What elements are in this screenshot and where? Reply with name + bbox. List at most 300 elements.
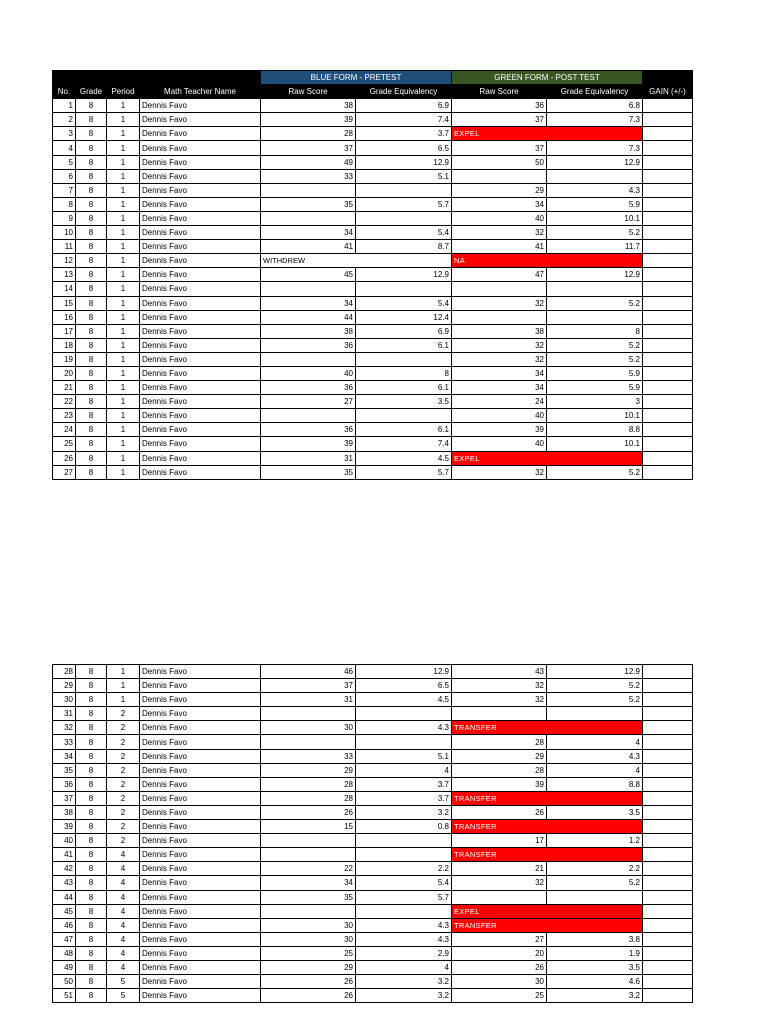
cell-pre-raw: 39: [261, 437, 356, 451]
table-row: [53, 665, 693, 679]
cell-period: 1: [107, 282, 140, 296]
table-row: [53, 749, 693, 763]
cell-post-raw: 32: [452, 693, 547, 707]
cell-grade: 8: [76, 282, 107, 296]
cell-grade: 8: [76, 99, 107, 113]
cell-pre-ge: 4: [356, 763, 452, 777]
status-cell: EXPEL: [452, 127, 643, 141]
cell-post-raw: 34: [452, 381, 547, 395]
cell-pre-ge: 2.2: [356, 862, 452, 876]
cell-grade: 8: [76, 777, 107, 791]
cell-period: 1: [107, 451, 140, 465]
table-row: [53, 409, 693, 423]
cell-no: 22: [53, 395, 76, 409]
cell-post-ge: 5.2: [547, 465, 643, 479]
cell-period: 4: [107, 848, 140, 862]
cell-gain: [643, 918, 693, 932]
cell-no: 42: [53, 862, 76, 876]
cell-pre-raw: 46: [261, 665, 356, 679]
cell-no: 28: [53, 665, 76, 679]
cell-post-raw: 40: [452, 437, 547, 451]
cell-grade: 8: [76, 395, 107, 409]
cell-pre-ge: [356, 282, 452, 296]
cell-no: 36: [53, 777, 76, 791]
cell-teacher: Dennis Favo: [140, 268, 261, 282]
cell-pre-raw: 33: [261, 169, 356, 183]
cell-gain: [643, 409, 693, 423]
cell-teacher: Dennis Favo: [140, 890, 261, 904]
cell-pre-raw: [261, 707, 356, 721]
cell-teacher: Dennis Favo: [140, 975, 261, 989]
cell-grade: 8: [76, 437, 107, 451]
table-row: [53, 113, 693, 127]
table-row: [53, 226, 693, 240]
cell-teacher: Dennis Favo: [140, 749, 261, 763]
cell-pre-ge: [356, 211, 452, 225]
cell-teacher: Dennis Favo: [140, 211, 261, 225]
cell-period: 1: [107, 381, 140, 395]
table-row: [53, 282, 693, 296]
cell-period: 1: [107, 169, 140, 183]
cell-no: 51: [53, 989, 76, 1003]
table-row: [53, 169, 693, 183]
table-row: [53, 296, 693, 310]
cell-teacher: Dennis Favo: [140, 282, 261, 296]
cell-teacher: Dennis Favo: [140, 834, 261, 848]
cell-grade: 8: [76, 423, 107, 437]
cell-pre-raw: 26: [261, 805, 356, 819]
cell-gain: [643, 282, 693, 296]
cell-teacher: Dennis Favo: [140, 451, 261, 465]
table-row: [53, 876, 693, 890]
cell-pre-raw: 29: [261, 763, 356, 777]
cell-pre-ge: 4: [356, 960, 452, 974]
cell-pre-ge: 3.2: [356, 805, 452, 819]
cell-gain: [643, 693, 693, 707]
cell-teacher: Dennis Favo: [140, 763, 261, 777]
cell-period: 1: [107, 155, 140, 169]
col-gain: GAIN (+/-): [643, 85, 693, 99]
cell-pre-ge: [356, 735, 452, 749]
cell-no: 18: [53, 338, 76, 352]
cell-post-ge: 10.1: [547, 211, 643, 225]
cell-teacher: Dennis Favo: [140, 665, 261, 679]
cell-pre-raw: 38: [261, 99, 356, 113]
cell-pre-ge: 8: [356, 366, 452, 380]
cell-post-ge: 5.2: [547, 679, 643, 693]
score-sheet-part-2: [52, 664, 692, 1003]
cell-pre-ge: 7.4: [356, 437, 452, 451]
cell-no: 32: [53, 721, 76, 735]
table-row: [53, 183, 693, 197]
cell-no: 26: [53, 451, 76, 465]
cell-post-ge: 12.9: [547, 155, 643, 169]
cell-teacher: Dennis Favo: [140, 338, 261, 352]
table-row: [53, 975, 693, 989]
table-row: [53, 763, 693, 777]
cell-post-raw: 36: [452, 99, 547, 113]
cell-grade: 8: [76, 169, 107, 183]
cell-post-raw: 37: [452, 141, 547, 155]
cell-no: 6: [53, 169, 76, 183]
cell-pre-raw: 28: [261, 777, 356, 791]
cell-grade: 8: [76, 338, 107, 352]
cell-pre-raw: 26: [261, 989, 356, 1003]
cell-pre-raw: 39: [261, 113, 356, 127]
cell-period: 1: [107, 352, 140, 366]
cell-post-ge: 1.9: [547, 946, 643, 960]
cell-post-raw: 32: [452, 465, 547, 479]
cell-pre-raw: [261, 848, 356, 862]
cell-gain: [643, 310, 693, 324]
cell-grade: 8: [76, 113, 107, 127]
cell-grade: 8: [76, 904, 107, 918]
cell-post-raw: 32: [452, 338, 547, 352]
cell-no: 21: [53, 381, 76, 395]
cell-period: 5: [107, 989, 140, 1003]
cell-pre-raw: 41: [261, 240, 356, 254]
cell-grade: 8: [76, 679, 107, 693]
cell-grade: 8: [76, 240, 107, 254]
table-row: [53, 324, 693, 338]
cell-pre-ge: [356, 834, 452, 848]
cell-post-ge: [547, 890, 643, 904]
cell-no: 23: [53, 409, 76, 423]
cell-teacher: Dennis Favo: [140, 946, 261, 960]
cell-gain: [643, 423, 693, 437]
cell-post-ge: 5.2: [547, 352, 643, 366]
cell-period: 1: [107, 197, 140, 211]
cell-post-raw: 28: [452, 735, 547, 749]
cell-pre-raw: 15: [261, 820, 356, 834]
cell-grade: 8: [76, 791, 107, 805]
cell-grade: 8: [76, 268, 107, 282]
cell-post-ge: 12.9: [547, 268, 643, 282]
cell-gain: [643, 183, 693, 197]
cell-pre-raw: [261, 352, 356, 366]
table-row: [53, 437, 693, 451]
cell-period: 2: [107, 791, 140, 805]
cell-grade: 8: [76, 183, 107, 197]
cell-teacher: Dennis Favo: [140, 465, 261, 479]
cell-post-raw: 32: [452, 876, 547, 890]
cell-no: 8: [53, 197, 76, 211]
cell-pre-raw: 31: [261, 451, 356, 465]
cell-pre-ge: [356, 707, 452, 721]
cell-pre-raw: [261, 183, 356, 197]
cell-period: 1: [107, 310, 140, 324]
cell-no: 7: [53, 183, 76, 197]
cell-grade: 8: [76, 763, 107, 777]
cell-period: 1: [107, 679, 140, 693]
cell-grade: 8: [76, 211, 107, 225]
cell-no: 48: [53, 946, 76, 960]
cell-grade: 8: [76, 707, 107, 721]
score-table-1: [52, 70, 693, 480]
cell-no: 43: [53, 876, 76, 890]
cell-teacher: Dennis Favo: [140, 735, 261, 749]
cell-gain: [643, 437, 693, 451]
cell-gain: [643, 975, 693, 989]
cell-post-ge: 5.2: [547, 693, 643, 707]
table-row: [53, 211, 693, 225]
cell-pre-raw: 29: [261, 960, 356, 974]
cell-period: 1: [107, 338, 140, 352]
cell-post-raw: 40: [452, 211, 547, 225]
cell-pre-ge: 2.9: [356, 946, 452, 960]
form-header-row: [53, 71, 693, 85]
cell-gain: [643, 465, 693, 479]
col-teacher: Math Teacher Name: [140, 85, 261, 99]
cell-grade: 8: [76, 946, 107, 960]
cell-teacher: Dennis Favo: [140, 791, 261, 805]
cell-post-ge: 7.3: [547, 113, 643, 127]
cell-gain: [643, 862, 693, 876]
table-row: [53, 946, 693, 960]
cell-teacher: Dennis Favo: [140, 141, 261, 155]
cell-gain: [643, 395, 693, 409]
cell-pre-raw: [261, 409, 356, 423]
cell-gain: [643, 352, 693, 366]
cell-teacher: Dennis Favo: [140, 989, 261, 1003]
cell-pre-ge: 3.2: [356, 989, 452, 1003]
cell-grade: 8: [76, 366, 107, 380]
cell-post-raw: 28: [452, 763, 547, 777]
cell-no: 45: [53, 904, 76, 918]
col-period: Period: [107, 85, 140, 99]
cell-grade: 8: [76, 932, 107, 946]
cell-teacher: Dennis Favo: [140, 848, 261, 862]
cell-no: 37: [53, 791, 76, 805]
cell-gain: [643, 226, 693, 240]
cell-post-ge: 3.5: [547, 960, 643, 974]
cell-pre-ge: 4.3: [356, 721, 452, 735]
cell-pre-raw: 36: [261, 381, 356, 395]
cell-gain: [643, 381, 693, 395]
cell-gain: [643, 876, 693, 890]
table-row: [53, 268, 693, 282]
cell-no: 19: [53, 352, 76, 366]
cell-grade: 8: [76, 296, 107, 310]
cell-pre-ge: [356, 352, 452, 366]
cell-gain: [643, 451, 693, 465]
cell-post-raw: 34: [452, 197, 547, 211]
cell-period: 1: [107, 183, 140, 197]
table-row: [53, 141, 693, 155]
cell-grade: 8: [76, 693, 107, 707]
cell-post-raw: 47: [452, 268, 547, 282]
table-row: [53, 791, 693, 805]
cell-pre-ge: [356, 183, 452, 197]
cell-no: 4: [53, 141, 76, 155]
table-row: [53, 240, 693, 254]
cell-post-raw: 25: [452, 989, 547, 1003]
cell-grade: 8: [76, 381, 107, 395]
cell-gain: [643, 721, 693, 735]
table-row: [53, 127, 693, 141]
cell-no: 38: [53, 805, 76, 819]
cell-pre-ge: 4.3: [356, 932, 452, 946]
cell-post-ge: 5.2: [547, 296, 643, 310]
cell-gain: [643, 848, 693, 862]
cell-gain: [643, 254, 693, 268]
cell-pre-ge: 6.5: [356, 141, 452, 155]
cell-teacher: Dennis Favo: [140, 127, 261, 141]
cell-post-raw: 41: [452, 240, 547, 254]
cell-gain: [643, 904, 693, 918]
cell-period: 1: [107, 465, 140, 479]
cell-period: 2: [107, 834, 140, 848]
cell-grade: 8: [76, 226, 107, 240]
cell-gain: [643, 777, 693, 791]
cell-period: 1: [107, 665, 140, 679]
cell-pre-raw: [261, 211, 356, 225]
cell-teacher: Dennis Favo: [140, 876, 261, 890]
table-row: [53, 989, 693, 1003]
status-cell: TRANSFER: [452, 721, 643, 735]
cell-gain: [643, 749, 693, 763]
cell-pre-ge: 4.5: [356, 693, 452, 707]
cell-post-ge: 3: [547, 395, 643, 409]
cell-gain: [643, 113, 693, 127]
cell-teacher: Dennis Favo: [140, 721, 261, 735]
cell-no: 10: [53, 226, 76, 240]
cell-period: 1: [107, 395, 140, 409]
cell-period: 1: [107, 693, 140, 707]
cell-post-raw: 43: [452, 665, 547, 679]
cell-period: 1: [107, 268, 140, 282]
cell-no: 12: [53, 254, 76, 268]
cell-teacher: Dennis Favo: [140, 679, 261, 693]
blue-form-header: BLUE FORM - PRETEST: [261, 71, 452, 85]
cell-period: 1: [107, 240, 140, 254]
cell-no: 27: [53, 465, 76, 479]
cell-post-ge: 5.2: [547, 338, 643, 352]
cell-period: 1: [107, 226, 140, 240]
cell-pre-ge: 5.4: [356, 876, 452, 890]
table-row: [53, 352, 693, 366]
table-row: [53, 366, 693, 380]
cell-post-ge: 4: [547, 735, 643, 749]
cell-pre-raw: [261, 904, 356, 918]
table-row: [53, 960, 693, 974]
cell-teacher: Dennis Favo: [140, 99, 261, 113]
cell-post-ge: 3.5: [547, 805, 643, 819]
cell-period: 4: [107, 890, 140, 904]
cell-pre-raw: 40: [261, 366, 356, 380]
status-cell: NA: [452, 254, 643, 268]
status-cell: WITHDREW: [261, 254, 452, 268]
cell-pre-raw: [261, 834, 356, 848]
cell-period: 2: [107, 735, 140, 749]
cell-post-raw: 39: [452, 777, 547, 791]
cell-post-ge: 2.2: [547, 862, 643, 876]
table-row: [53, 155, 693, 169]
cell-pre-ge: 12.4: [356, 310, 452, 324]
cell-grade: 8: [76, 975, 107, 989]
table-row: [53, 848, 693, 862]
cell-post-raw: 24: [452, 395, 547, 409]
cell-post-raw: 20: [452, 946, 547, 960]
cell-teacher: Dennis Favo: [140, 777, 261, 791]
cell-post-ge: 1.2: [547, 834, 643, 848]
cell-no: 41: [53, 848, 76, 862]
cell-gain: [643, 679, 693, 693]
cell-grade: 8: [76, 721, 107, 735]
cell-pre-ge: 5.7: [356, 465, 452, 479]
cell-no: 5: [53, 155, 76, 169]
cell-period: 4: [107, 876, 140, 890]
cell-teacher: Dennis Favo: [140, 918, 261, 932]
cell-post-raw: 38: [452, 324, 547, 338]
cell-teacher: Dennis Favo: [140, 423, 261, 437]
cell-teacher: Dennis Favo: [140, 409, 261, 423]
cell-post-raw: 32: [452, 226, 547, 240]
cell-pre-ge: 3.2: [356, 975, 452, 989]
cell-period: 4: [107, 960, 140, 974]
cell-pre-ge: 6.9: [356, 324, 452, 338]
table-row: [53, 918, 693, 932]
cell-post-ge: 8.8: [547, 423, 643, 437]
cell-teacher: Dennis Favo: [140, 366, 261, 380]
cell-teacher: Dennis Favo: [140, 310, 261, 324]
cell-grade: 8: [76, 749, 107, 763]
cell-grade: 8: [76, 805, 107, 819]
cell-pre-raw: 35: [261, 890, 356, 904]
col-post-raw: Raw Score: [452, 85, 547, 99]
table-row: [53, 310, 693, 324]
table-row: [53, 381, 693, 395]
cell-pre-ge: [356, 409, 452, 423]
col-pre-ge: Grade Equivalency: [356, 85, 452, 99]
cell-gain: [643, 169, 693, 183]
cell-pre-raw: 34: [261, 296, 356, 310]
cell-teacher: Dennis Favo: [140, 820, 261, 834]
cell-pre-ge: 5.1: [356, 169, 452, 183]
cell-pre-ge: 6.5: [356, 679, 452, 693]
cell-teacher: Dennis Favo: [140, 155, 261, 169]
cell-post-raw: 39: [452, 423, 547, 437]
cell-grade: 8: [76, 155, 107, 169]
table-row: [53, 735, 693, 749]
cell-no: 1: [53, 99, 76, 113]
cell-pre-raw: 25: [261, 946, 356, 960]
cell-post-raw: 29: [452, 183, 547, 197]
cell-teacher: Dennis Favo: [140, 197, 261, 211]
cell-no: 40: [53, 834, 76, 848]
table-row: [53, 99, 693, 113]
cell-no: 30: [53, 693, 76, 707]
cell-gain: [643, 338, 693, 352]
cell-period: 1: [107, 127, 140, 141]
table-row: [53, 451, 693, 465]
cell-gain: [643, 890, 693, 904]
cell-period: 2: [107, 749, 140, 763]
cell-pre-raw: 30: [261, 721, 356, 735]
cell-teacher: Dennis Favo: [140, 960, 261, 974]
table-body-1: [53, 99, 693, 480]
cell-no: 50: [53, 975, 76, 989]
cell-period: 2: [107, 721, 140, 735]
cell-teacher: Dennis Favo: [140, 254, 261, 268]
cell-gain: [643, 197, 693, 211]
cell-teacher: Dennis Favo: [140, 381, 261, 395]
cell-post-ge: 4: [547, 763, 643, 777]
cell-pre-raw: 37: [261, 141, 356, 155]
cell-teacher: Dennis Favo: [140, 862, 261, 876]
table-row: [53, 693, 693, 707]
cell-teacher: Dennis Favo: [140, 183, 261, 197]
